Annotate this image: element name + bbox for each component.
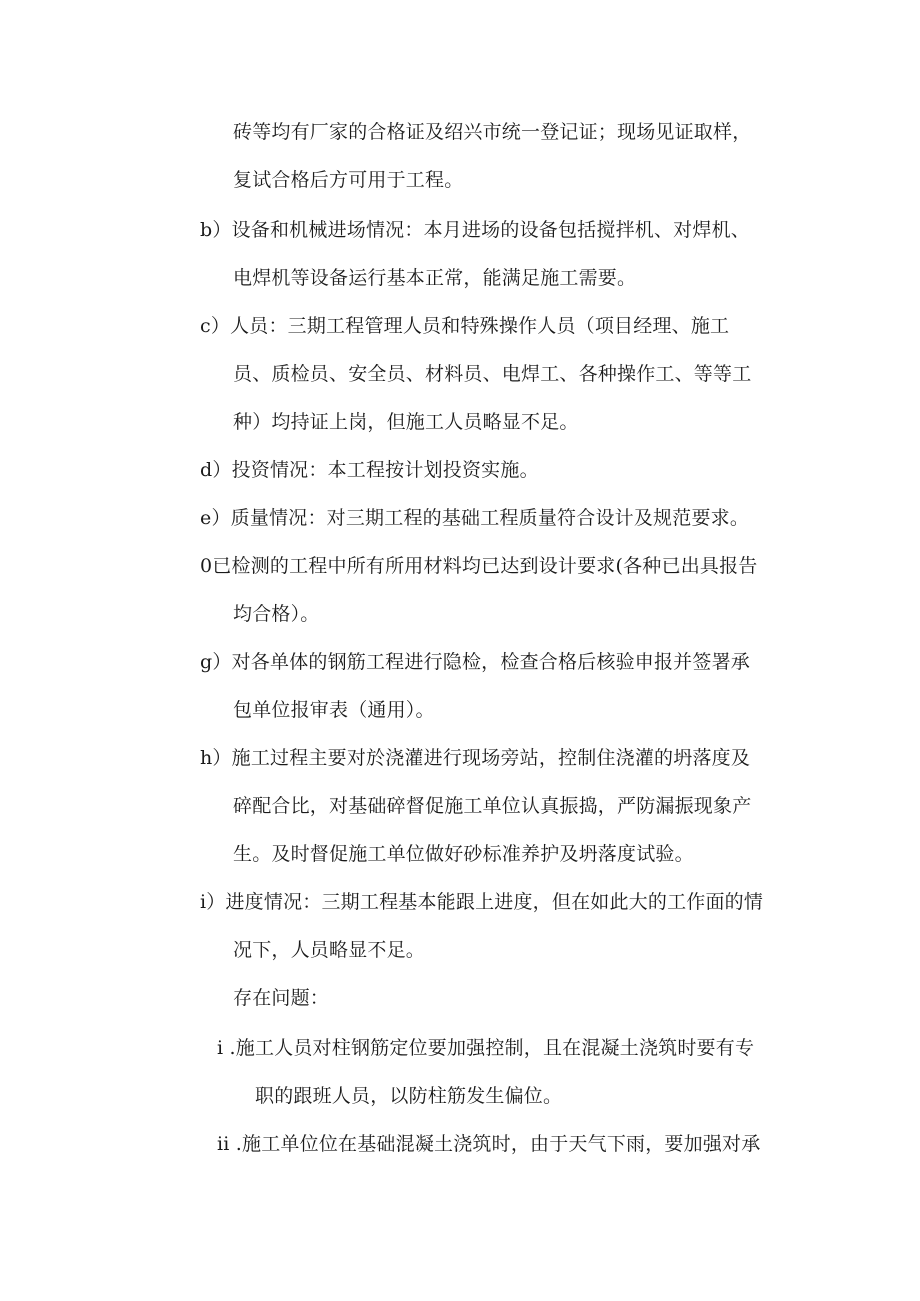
list-item-g: g）对各单体的钢筋工程进行隐检，检查合格后核验申报并签署承: [200, 651, 750, 673]
text-line: 员、质检员、安全员、材料员、电焊工、各种操作工、等等工: [233, 363, 752, 385]
list-item-i: i）进度情况：三期工程基本能跟上进度，但在如此大的工作面的情: [200, 891, 764, 913]
text-line: 生。及时督促施工单位做好砂标准养护及坍落度试验。: [233, 843, 694, 865]
text-line: 电焊机等设备运行基本正常，能满足施工需要。: [233, 267, 637, 289]
text-line: 种）均持证上岗，但施工人员略显不足。: [233, 411, 579, 433]
list-item-b: b）设备和机械进场情况：本月进场的设备包括搅拌机、对焊机、: [200, 219, 750, 241]
text-line: 复试合格后方可用于工程。: [233, 169, 464, 191]
text-line: 况下，人员略显不足。: [233, 939, 426, 961]
text-line: 包单位报审表（通用）。: [233, 699, 435, 721]
issue-item-ii: ii .施工单位位在基础混凝土浇筑时，由于天气下雨，要加强对承: [217, 1133, 761, 1155]
issue-item-i: i .施工人员对柱钢筋定位要加强控制，且在混凝土浇筑时要有专: [217, 1037, 755, 1059]
text-line: 砖等均有厂家的合格证及绍兴市统一登记证；现场见证取样，: [233, 121, 752, 143]
list-item-e: e）质量情况：对三期工程的基础工程质量符合设计及规范要求。: [200, 507, 750, 529]
list-item-d: d）投资情况：本工程按计划投资实施。: [200, 459, 539, 481]
text-line: 均合格）。: [233, 603, 320, 625]
list-item-f: 0已检测的工程中所有所用材料均已达到设计要求(各种已出具报告: [200, 555, 758, 577]
text-line: 职的跟班人员，以防柱筋发生偏位。: [255, 1085, 563, 1107]
list-item-c: c）人员：三期工程管理人员和特殊操作人员（项目经理、施工: [200, 315, 730, 337]
list-item-h: h）施工过程主要对於浇灌进行现场旁站，控制住浇灌的坍落度及: [200, 747, 751, 769]
section-heading: 存在问题：: [233, 987, 330, 1009]
text-line: 碎配合比，对基础碎督促施工单位认真振捣，严防漏振现象产: [233, 795, 752, 817]
